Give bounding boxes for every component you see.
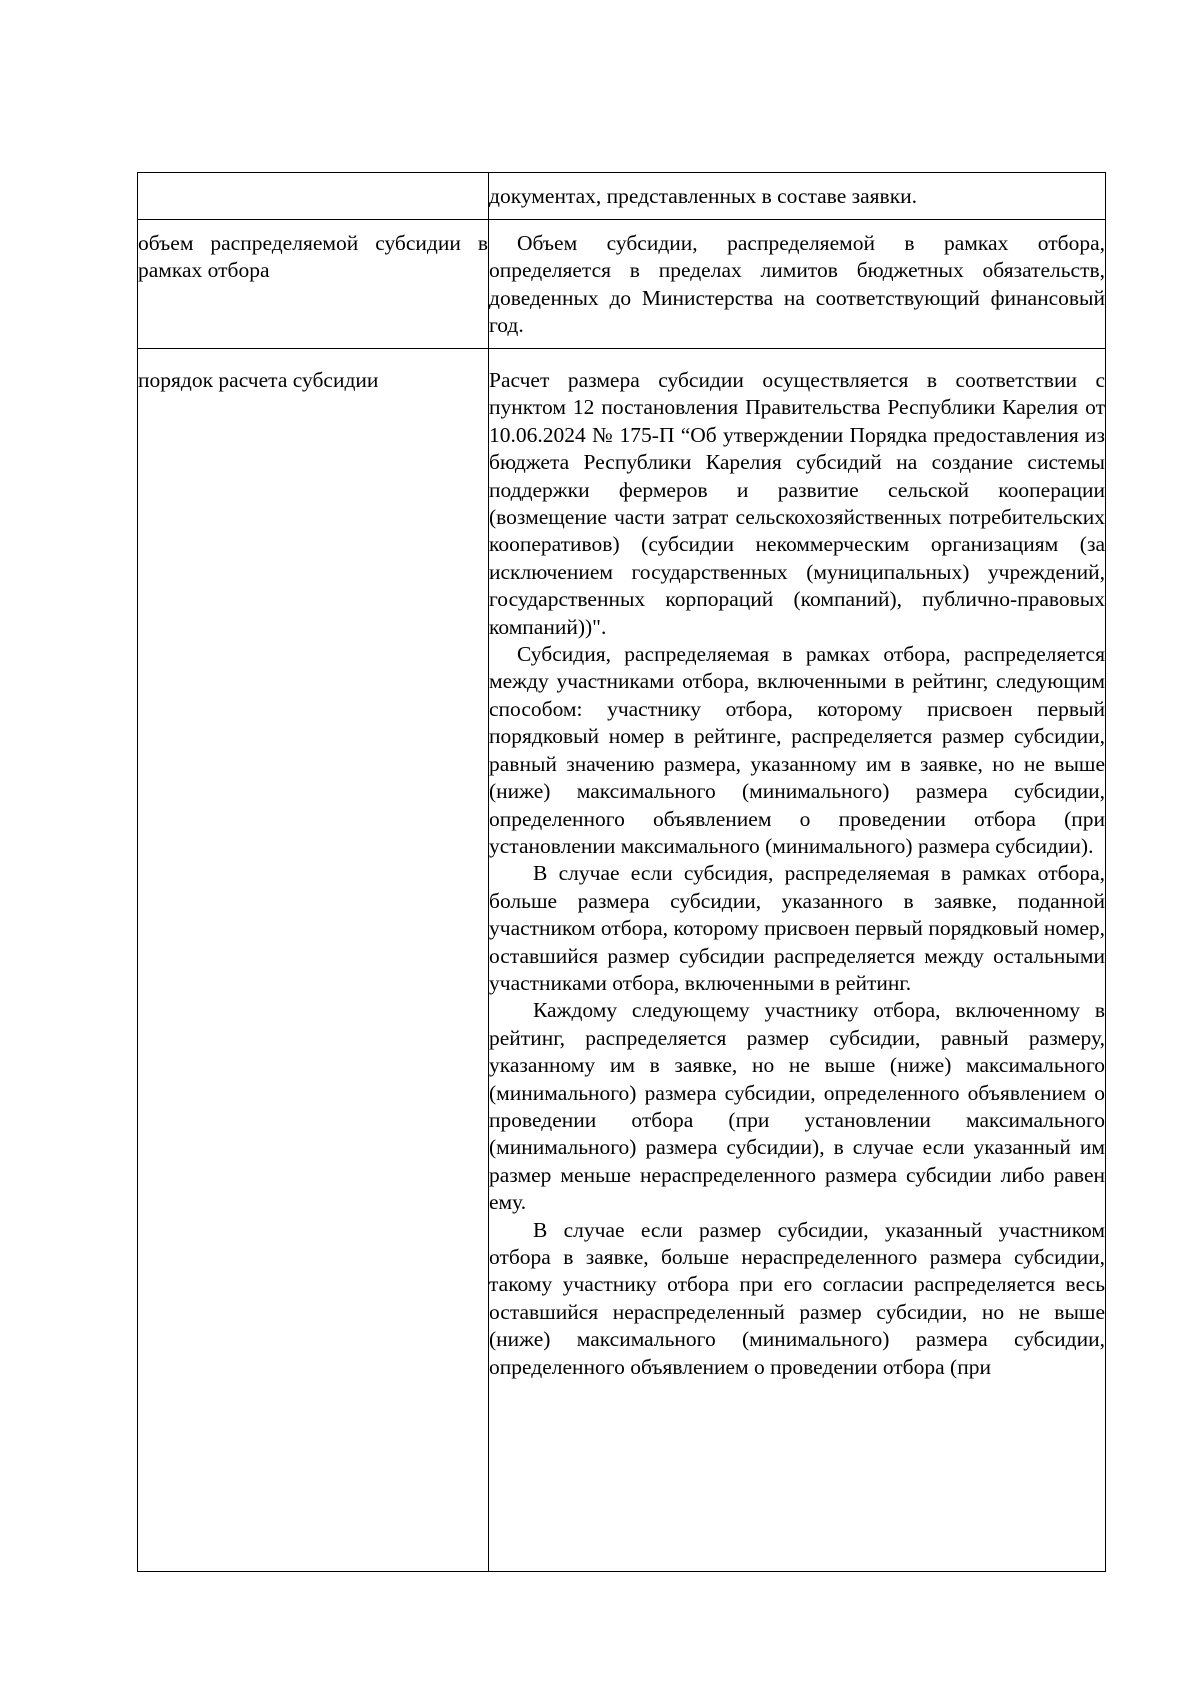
paragraph: Объем субсидии, распределяемой в рамках отбора, определяется в пределах лимитов бюджетных обязательств, доведенных до Министерства на соответствующий финансовый год. xyxy=(489,231,1105,338)
row-label: порядок расчета субсидии xyxy=(138,368,379,392)
paragraph: Каждому следующему участнику отбора, включенному в рейтинг, распределяется размер субсидии, равный размеру, указанному им в заявке, но не выше (ниже) максимального (минимального) размера субсидии, определенного объявлением о проведении отбора (при установлении максимального (минимального) размера субсидии), в случае если указанный им размер меньше нераспределенного размера субсидии либо равен ему. xyxy=(489,998,1105,1215)
row-label-cell xyxy=(138,349,489,1572)
table-row xyxy=(138,220,1106,349)
row-content-cell xyxy=(489,173,1106,220)
row-label-cell xyxy=(138,173,489,220)
row-content-cell xyxy=(489,349,1106,1572)
row-label: объем распределяемой субсидии в рамках отбора xyxy=(138,231,488,283)
row-content-cell xyxy=(489,220,1106,349)
requirements-table xyxy=(137,172,1106,1572)
table-row xyxy=(138,349,1106,1572)
paragraph: Расчет размера субсидии осуществляется в соответствии с пунктом 12 постановления Правительства Республики Карелия от 10.06.2024 № 175-П “Об утверждении Порядка предоставления из бюджета Республики Карелия субсидий на создание системы поддержки фермеров и развитие сельской кооперации (возмещение части затрат сельскохозяйственных потребительских кооперативов) (субсидии некоммерческим организациям (за исключением государственных (муниципальных) учреждений, государственных корпораций (компаний), публично-правовых компаний))". xyxy=(489,368,1105,639)
table-row xyxy=(138,173,1106,220)
paragraph: документах, представленных в составе заявки. xyxy=(489,184,918,208)
paragraph: Субсидия, распределяемая в рамках отбора, распределяется между участниками отбора, включенными в рейтинг, следующим способом: участнику отбора, которому присвоен первый порядковый номер в рейтинге, распределяется размер субсидии, равный значению размера, указанному им в заявке, но не выше (ниже) максимального (минимального) размера субсидии, определенного объявлением о проведении отбора (при установлении максимального (минимального) размера субсидии). xyxy=(489,642,1105,858)
row-label-cell xyxy=(138,220,489,349)
paragraph: В случае если размер субсидии, указанный участником отбора в заявке, больше нераспределенного размера субсидии, такому участнику отбора при его согласии распределяется весь оставшийся нераспределенный размер субсидии, но не выше (ниже) максимального (минимального) размера субсидии, определенного объявлением о проведении отбора (при xyxy=(489,1217,1105,1379)
paragraph: В случае если субсидия, распределяемая в рамках отбора, больше размера субсидии, указанного в заявке, поданной участником отбора, которому присвоен первый порядковый номер, оставшийся размер субсидии распределяется между остальными участниками отбора, включенными в рейтинг. xyxy=(489,861,1105,995)
